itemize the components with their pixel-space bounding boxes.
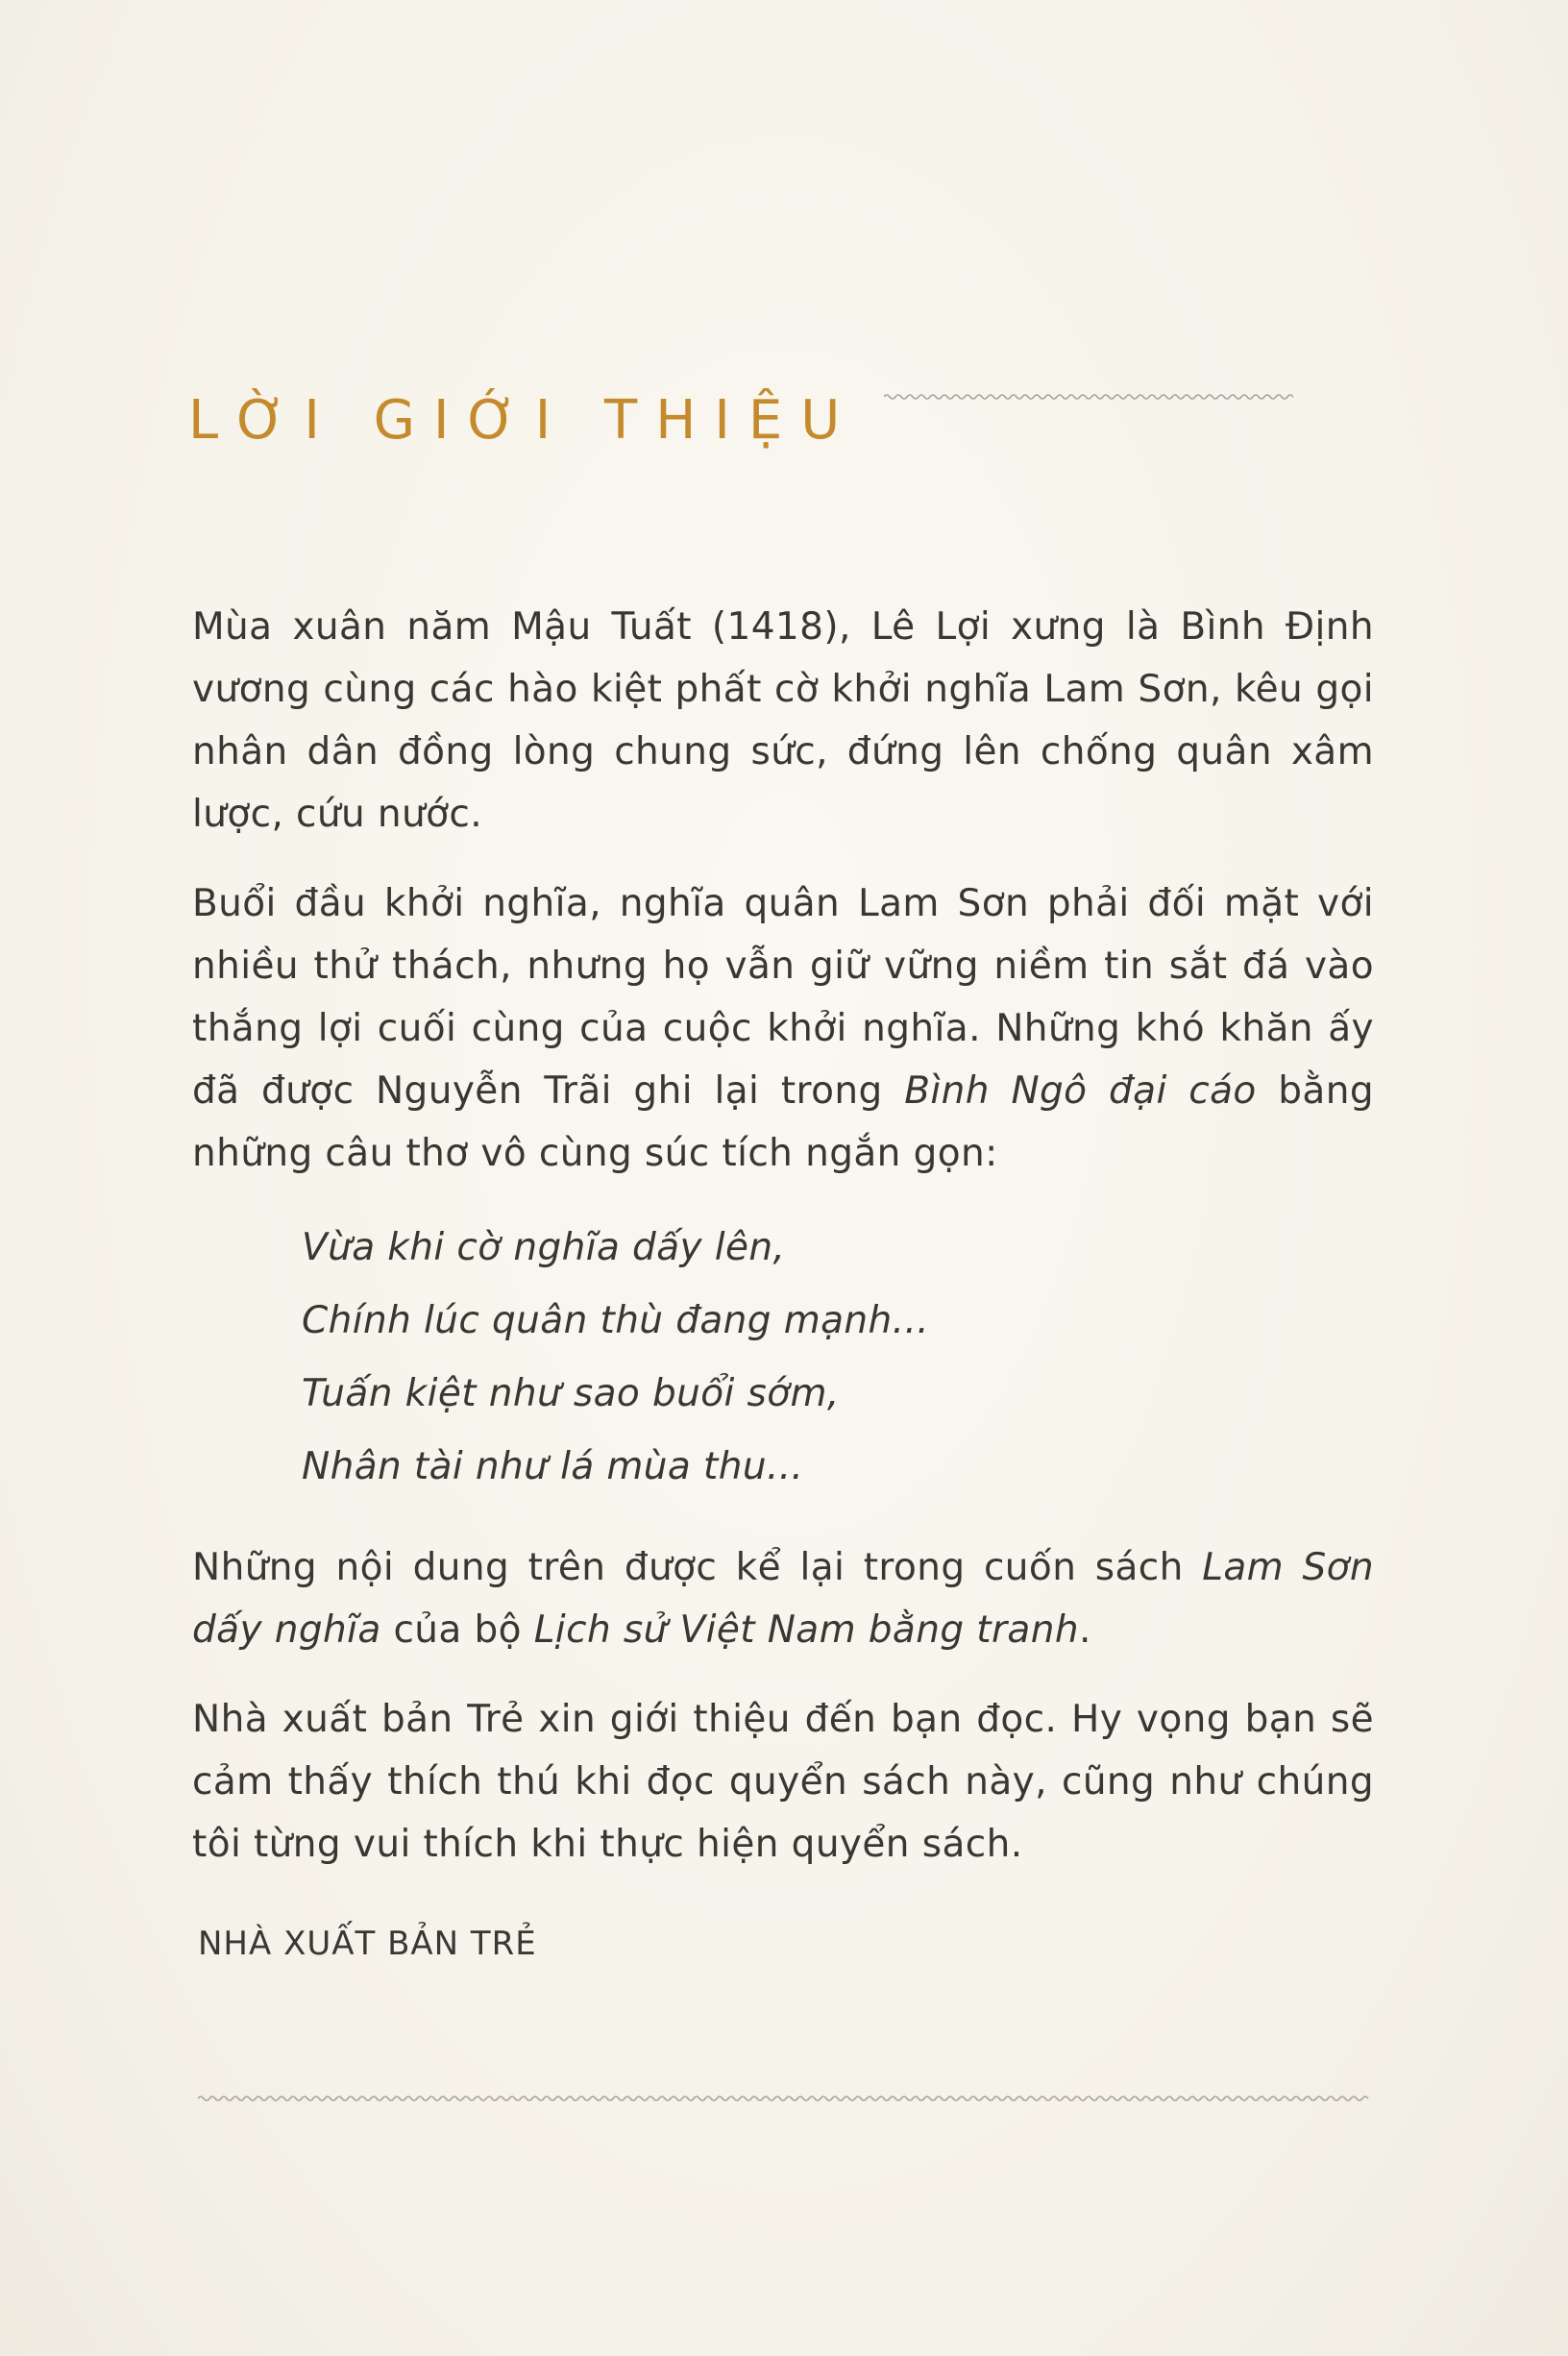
- paragraph-3-text-before: Những nội dung trên được kể lại trong cuốn sách: [192, 1546, 1203, 1589]
- wavy-divider-top: [884, 390, 1293, 404]
- paragraph-4: Nhà xuất bản Trẻ xin giới thiệu đến bạn đọc. Hy vọng bạn sẽ cảm thấy thích thú khi đọc quyển sách này, cũng như chúng tôi từng vui thích khi thực hiện quyển sách.: [192, 1698, 1374, 1866]
- verse-line: Vừa khi cờ nghĩa dấy lên,: [302, 1226, 786, 1269]
- paragraph-3-series-title: Lịch sử Việt Nam bằng tranh: [533, 1608, 1079, 1652]
- paragraph-2-title: Bình Ngô đại cáo: [904, 1069, 1257, 1113]
- paragraph-3-text-after: .: [1078, 1608, 1091, 1652]
- verse-line: Nhân tài như lá mùa thu...: [302, 1445, 804, 1488]
- verse-line: Tuấn kiệt như sao buổi sớm,: [302, 1372, 840, 1415]
- wavy-divider-top-line: [884, 395, 1293, 399]
- paragraph-3-book-title: Lam Sơn dấy nghĩa: [192, 1546, 1375, 1652]
- verse-block: [302, 1212, 1374, 1504]
- paragraph-3: [192, 1536, 1374, 1661]
- wavy-divider-bottom-line: [198, 2097, 1368, 2100]
- paragraph-2: [192, 872, 1374, 1185]
- paragraph-1: Mùa xuân năm Mậu Tuất (1418), Lê Lợi xưng là Bình Định vương cùng các hào kiệt phất cờ khởi nghĩa Lam Sơn, kêu gọi nhân dân đồng lòng chung sức, đứng lên chống quân xâm lược, cứu nước.: [192, 605, 1374, 836]
- publisher-signature: NHÀ XUẤT BẢN TRẺ: [198, 1925, 537, 1963]
- heading-row: [188, 346, 1293, 452]
- paragraph-3-text-middle: của bộ: [380, 1608, 534, 1652]
- page-title: LỜI GIỚI THIỆU: [188, 388, 859, 452]
- paragraph-2-text-before: Buổi đầu khởi nghĩa, nghĩa quân Lam Sơn phải đối mặt với nhiều thử thách, nhưng họ vẫn giữ vững niềm tin sắt đá vào thắng lợi cuối cùng của cuộc khởi nghĩa. Những khó khăn ấy đã được Nguyễn Trãi ghi lại trong: [192, 882, 1374, 1113]
- body-text: [192, 596, 1374, 1902]
- paragraph-2-text-after: bằng những câu thơ vô cùng súc tích ngắn gọn:: [192, 1069, 1374, 1175]
- wavy-divider-bottom: [198, 2092, 1372, 2105]
- verse-line: Chính lúc quân thù đang mạnh...: [302, 1299, 930, 1342]
